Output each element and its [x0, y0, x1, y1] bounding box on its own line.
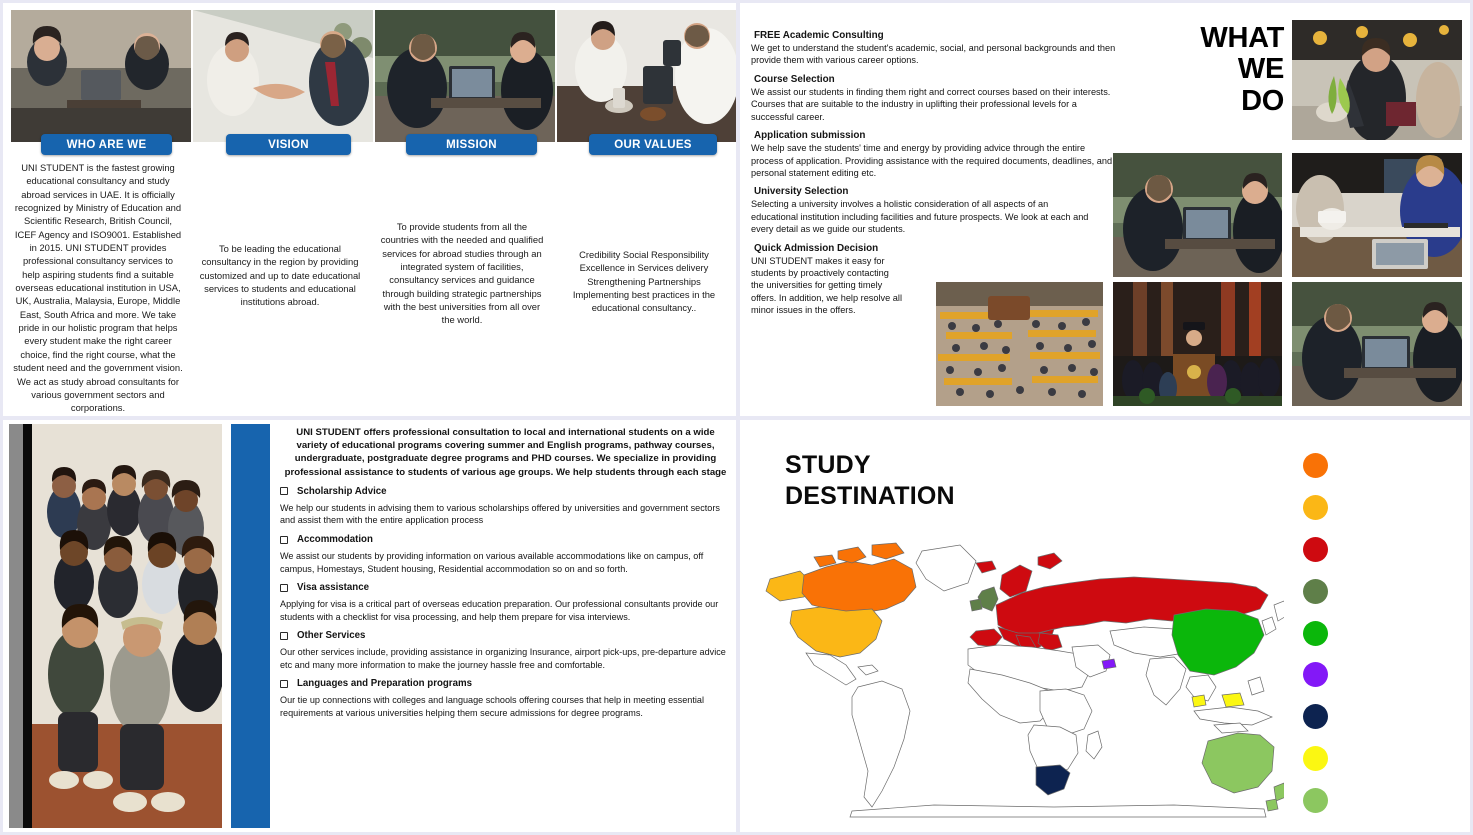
service-item-title: Other Services [297, 630, 366, 642]
service-item-title: Languages and Preparation programs [297, 678, 472, 690]
about-text-mission: To provide students from all the countries with the needed and qualified services for abroad studies through an integrated system of facilities, consultancy services and guidance through building strategic partnerships with the best universities from all over the world. [380, 221, 544, 326]
service-item-header [278, 486, 733, 497]
study-destination-title-line2: DESTINATION [785, 481, 955, 510]
legend-dot-uk [1303, 579, 1328, 604]
services-text-column [278, 423, 733, 829]
tab-vision[interactable]: VISION [226, 134, 351, 155]
study-destination-panel [740, 420, 1470, 832]
service-heading: FREE Academic Consulting [754, 30, 884, 41]
service-item-body: Our other services include, providing assistance in organizing Insurance, airport pick-ups, pre-departure advice etc and many more information to make the journey hassle free and comfortable. [280, 647, 726, 670]
checkbox-icon [280, 680, 288, 688]
about-photo-3 [557, 10, 736, 142]
about-columns [7, 158, 736, 414]
about-photo-strip [11, 10, 736, 142]
service-heading: Course Selection [754, 73, 835, 85]
checkbox-icon [280, 536, 288, 544]
tab-our-values[interactable]: OUR VALUES [589, 134, 717, 155]
legend-dot-australia [1303, 788, 1328, 813]
service-item-header [278, 678, 733, 689]
map-region-australia [1202, 733, 1274, 793]
service-item-header [278, 630, 733, 641]
legend-dot-canada [1303, 453, 1328, 478]
tab-who-are-we[interactable]: WHO ARE WE [41, 134, 172, 155]
service-item-title: Scholarship Advice [297, 485, 387, 497]
service-block [751, 30, 1116, 67]
study-destination-title [785, 450, 955, 511]
about-tab-row [11, 134, 736, 156]
service-item [278, 678, 733, 719]
service-heading: Quick Admission Decision [754, 242, 879, 254]
service-block [751, 130, 1116, 179]
what-we-do-photo-1 [1113, 153, 1282, 277]
study-destination-title-line1: STUDY [785, 451, 871, 479]
what-we-do-panel [740, 3, 1470, 416]
map-region-china [1172, 609, 1264, 675]
service-heading: University Selection [754, 186, 849, 198]
what-we-do-title [1134, 23, 1284, 117]
tab-mission[interactable]: MISSION [406, 134, 537, 155]
service-block [751, 74, 1116, 123]
what-we-do-title-line1: WHAT [1200, 22, 1284, 54]
service-body: Selecting a university involves a holistic consideration of all aspects of an educational institution including facilities and future prospects. We look at each and every detail as we guide our students. [751, 199, 1089, 235]
about-photo-1 [193, 10, 373, 142]
about-text-who-are-we: UNI STUDENT is the fastest growing educational consultancy and study abroad services in UAE. It is officially recognized by Ministry of Education and Scientific Research, British Council, ICEF Agency and ISO9001. Established in 2015. UNI STUDENT provides professional consultancy services to help aspiring students find a suitable overseas educational institution in USA, UK, Australia, Malaysia, Europe, Middle East, South Africa and more. We take pride in our holistic program that helps every student make the right career choice, find the right course, what the student need and the government vision. We act as study abroad consultants for various government sectors and corporations. [13, 162, 183, 414]
about-panel [3, 3, 736, 416]
service-item [278, 630, 733, 671]
map-region-malaysia [1192, 695, 1206, 707]
legend-dot-uae [1303, 662, 1328, 687]
legend-dot-malaysia [1303, 746, 1328, 771]
what-we-do-photo-0 [1292, 20, 1462, 140]
what-we-do-photo-5 [1292, 282, 1462, 406]
service-item-body: Applying for visa is a critical part of overseas education preparation. Our professional consultants provide our students with a checklist for visa processing, and help them prepare for visa interviews. [280, 599, 719, 622]
service-item-body: We assist our students by providing information on various available accommodations like on campus, off campus, Homestays, Student housing, Residential accommodation so on and so forth. [280, 551, 704, 574]
map-region-uae [1102, 659, 1116, 669]
what-we-do-text-list [751, 30, 1116, 324]
destination-color-legend [1285, 453, 1345, 813]
service-block [751, 186, 1116, 235]
checkbox-icon [280, 487, 288, 495]
students-group-photo [23, 424, 222, 828]
service-item [278, 486, 733, 527]
map-region-south-africa [1036, 765, 1070, 795]
service-body: We assist our students in finding them right and correct courses based on their interests. Courses that are suitable to the industry in uplifting their professional levels for a successful career. [751, 86, 1111, 122]
services-intro: UNI STUDENT offers professional consultation to local and international students on a wide variety of educational programs covering summer and English programs, pathway courses, undergraduate, postgraduate degree programs and PHD courses. We specialize in providing professional assistance to students of various age groups. We help students through each stage [284, 427, 727, 478]
what-we-do-photo-2 [1292, 153, 1462, 277]
service-item-body: Our tie up connections with colleges and language schools offering courses that help in meeting essential requirements at various universities helping them secure admissions for degree programs. [280, 695, 704, 718]
what-we-do-photo-4 [1113, 282, 1282, 406]
service-heading: Application submission [754, 130, 866, 142]
about-text-vision: To be leading the educational consultancy in the region by providing customized and up to date educational services to students and educational institutions abroad. [199, 243, 361, 308]
service-item-body: We help our students in advising them to various scholarships offered by universities and government sectors and assist them with the entire application process [280, 502, 720, 526]
legend-dot-europe-russia [1303, 537, 1328, 562]
what-we-do-title-line2: WE [1237, 53, 1284, 86]
service-item [278, 582, 733, 623]
service-body: UNI STUDENT makes it easy for students by proactively contacting the universities for getting timely offers. In addition, we help resolve all minor issues in the offers. [751, 255, 903, 316]
service-item-header [278, 582, 733, 593]
legend-dot-china [1303, 621, 1328, 646]
about-text-our-values: Credibility Social Responsibility Excellence in Services delivery Strengthening Partnerships Implementing best practices in the educational consultancy.. [572, 249, 716, 314]
service-item [278, 534, 733, 575]
legend-dot-south-africa [1303, 704, 1328, 729]
services-accent-bar [231, 424, 270, 828]
service-body: We help save the students' time and energy by providing advice through the entire process of application. Providing assistance with the required documents, deadlines, and personal statement editing etc. [751, 143, 1113, 178]
service-item-title: Accommodation [297, 534, 373, 546]
what-we-do-title-line3: DO [1241, 84, 1284, 117]
legend-dot-usa [1303, 495, 1328, 520]
map-region-canada [802, 559, 916, 613]
checkbox-icon [280, 632, 288, 640]
services-panel [3, 420, 736, 832]
map-region-new-zealand [1274, 783, 1284, 801]
about-photo-2 [375, 10, 555, 142]
what-we-do-photo-3 [936, 282, 1103, 406]
map-region-malaysia-borneo [1222, 693, 1244, 707]
map-region-usa [790, 607, 882, 657]
world-map [754, 535, 1284, 820]
checkbox-icon [280, 584, 288, 592]
service-item-header [278, 534, 733, 545]
about-photo-0 [11, 10, 191, 142]
service-item-title: Visa assistance [297, 582, 369, 594]
service-body: We get to understand the student's academic, social, and personal backgrounds and then provide them with various career options. [751, 43, 1116, 66]
